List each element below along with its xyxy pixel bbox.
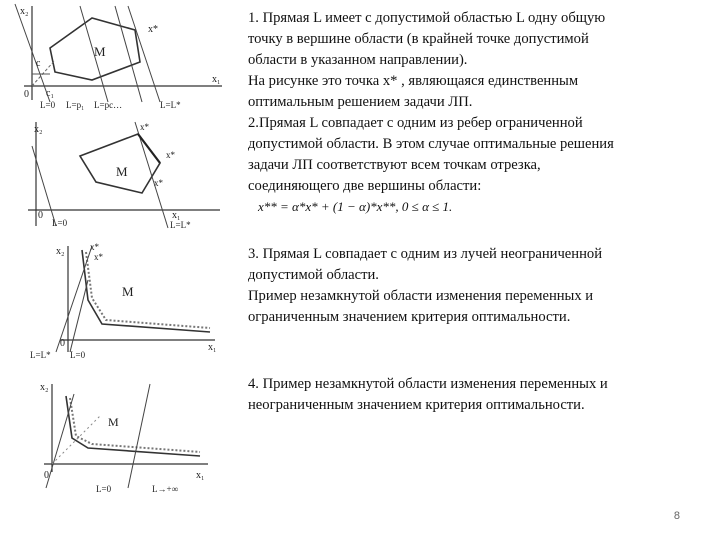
fig1-lstar-label: L=L*: [160, 100, 181, 110]
optimal-edge: [138, 134, 160, 163]
section-4-text: [248, 374, 608, 416]
level-line-0: [46, 394, 74, 488]
hatching: [70, 398, 200, 452]
fig3-region-label: M: [122, 284, 134, 299]
fig3-xb-label: x*: [94, 252, 103, 262]
level-line-star: [128, 6, 160, 102]
section-3-text: [248, 244, 602, 328]
fig3-x1-label: x₁: [208, 342, 217, 353]
fig2-lstar-label: L=L*: [170, 220, 191, 230]
text-line: допустимой области.: [248, 267, 379, 283]
fig4-linf-label: L→+∞: [152, 484, 178, 494]
text-line: оптимальным решением задачи ЛП.: [248, 94, 473, 110]
figure-1-unique-optimum: [10, 0, 235, 112]
fig1-origin-label: 0: [24, 89, 29, 100]
fig2-x2-label: x₂: [34, 124, 43, 135]
text-line: 1. Прямая L имеет с допустимой областью L одну общую: [248, 10, 606, 26]
fig1-x2-label: x₂: [20, 6, 29, 17]
text-line: точку в вершине области (в крайней точке допустимой: [248, 31, 589, 47]
text-line: области в указанном направлении).: [248, 52, 468, 68]
page-number: 8: [673, 510, 680, 522]
feasible-boundary: [82, 250, 210, 332]
text-line: 3. Прямая L совпадает с одним из лучей неограниченной: [248, 246, 603, 262]
fig3-ll-label: L=L*: [30, 350, 51, 360]
section-1-2-text: [248, 8, 614, 197]
fig1-c-label: c: [36, 58, 41, 69]
fig2-origin-label: 0: [38, 210, 43, 221]
fig2-x1-label: x₁: [172, 210, 181, 221]
text-line: 4. Пример незамкнутой области изменения переменных и: [248, 376, 608, 392]
fig4-x2-label: x₂: [40, 382, 49, 393]
segment-formula: x** = α*x* + (1 − α)*x**, 0 ≤ α ≤ 1.: [258, 199, 453, 214]
fig4-origin-label: 0: [44, 470, 49, 481]
fig1-l0-label: L=0: [40, 100, 56, 110]
text-line: 2.Прямая L совпадает с одним из ребер ограниченной: [248, 115, 583, 131]
fig3-l0-label: L=0: [70, 350, 86, 360]
fig3-origin-label: 0: [60, 338, 65, 349]
fig1-xstar-label: x*: [148, 24, 158, 35]
fig2-l0-label: L=0: [52, 218, 68, 228]
figure-2-edge-optimum: [20, 118, 235, 233]
fig1-c1-label: c₁: [46, 88, 54, 99]
fig2-xc-label: x*: [154, 178, 163, 188]
fig1-l2-label: L=pc…: [94, 100, 123, 110]
level-line-0: [70, 280, 88, 352]
fig2-xb-label: x*: [166, 150, 175, 160]
fig1-l1-label: L=p₁: [66, 100, 85, 110]
fig4-region-label: M: [108, 415, 119, 429]
hatching: [86, 252, 210, 328]
text-line: неограниченным значением критерия оптимальности.: [248, 397, 585, 413]
figure-4-unbounded: [30, 376, 220, 498]
text-line: допустимой области. В этом случае оптимальные решения: [248, 136, 614, 152]
text-line: На рисунке это точка x* , являющаяся единственным: [248, 73, 579, 89]
text-line: задачи ЛП соответствуют всем точкам отрезка,: [248, 157, 541, 173]
fig3-xa-label: x*: [90, 242, 99, 252]
level-line-inf: [128, 384, 150, 488]
text-line: ограниченным значением критерия оптимальности.: [248, 309, 571, 325]
fig2-region-label: M: [116, 164, 128, 179]
fig2-xa-label: x*: [140, 122, 149, 132]
fig4-x1-label: x₁: [196, 470, 205, 481]
text-line: соединяющего две вершины области:: [248, 178, 482, 194]
fig1-x1-label: x₁: [212, 74, 221, 85]
fig3-x2-label: x₂: [56, 246, 65, 257]
figure-3-ray-optimum: [30, 240, 230, 365]
fig4-l0-label: L=0: [96, 484, 112, 494]
text-line: Пример незамкнутой области изменения переменных и: [248, 288, 594, 304]
fig1-region-label: M: [94, 44, 106, 59]
